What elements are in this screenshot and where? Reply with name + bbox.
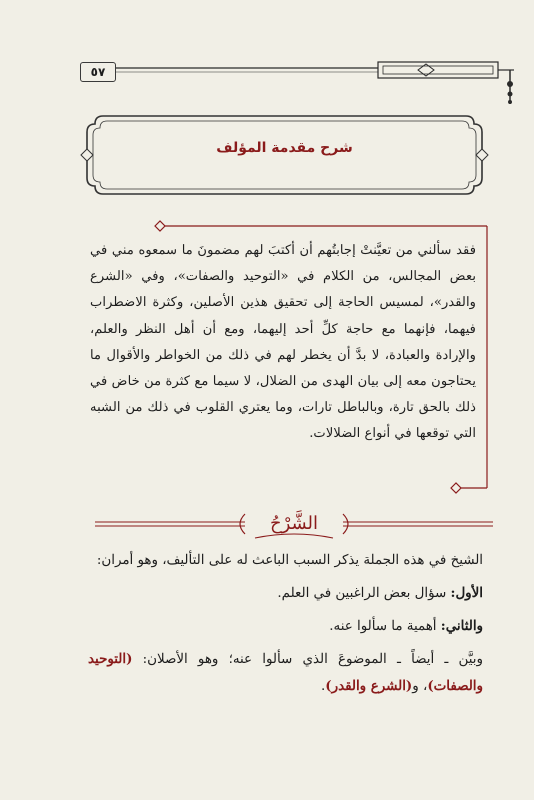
commentary-section <box>88 548 483 700</box>
first-reason <box>88 580 483 607</box>
second-text: أهمية ما سألوا عنه. <box>329 619 441 634</box>
sharh-heading: الشَّرْحُ <box>269 513 319 534</box>
second-reason <box>88 613 483 640</box>
term-joiner: ، و <box>412 679 428 694</box>
term-shar: (الشرع والقدر) <box>325 678 413 694</box>
first-text: سؤال بعض الراغبين في العلم. <box>277 586 451 601</box>
quoted-author-text: فقد سألني من تعيَّنتْ إجابتُهم أن أكتبَ لهم مضمونَ ما سمعوه مني في بعض المجالس، من الكلام في «التوحيد والصفات»، وفي «الشرع والقدر»، لمسيس الحاجة إلى تحقيق هذين الأصلين، وكثرة الاضطراب فيهما، فإنهما مع حاجة كلِّ أحد إليهما، ومع أن أهل النظر والعلم، والإرادة والعبادة، لا بدَّ أن يخطر لهم في ذلك من الخواطر والأقوال ما يحتاجون معه إلى بيان الهدى من الضلال، لا سيما مع كثرة من خاض في ذلك بالحق تارة، وبالباطل تارات، وما يعتري القلوب في ذلك من الشبه التي توقعها في أنواع الضلالات. <box>90 243 476 442</box>
page-number: ٥٧ <box>80 62 116 82</box>
term-tawhid: (التوحيد والصفات) <box>88 651 483 694</box>
topic-paragraph <box>88 646 483 700</box>
topic-suffix: . <box>321 679 326 694</box>
commentary-intro: الشيخ في هذه الجملة يذكر السبب الباعث له على التأليف، وهو أمران: <box>96 553 483 568</box>
topic-prefix: وبيَّن ـ أيضاً ـ الموضوعَ الذي سألوا عنه؛ وهو الأصلان: <box>132 652 483 667</box>
first-label: الأول: <box>450 585 483 601</box>
chapter-title: شرح مقدمة المؤلف <box>216 140 353 156</box>
second-label: والثاني: <box>440 618 483 634</box>
header-ornament <box>78 58 518 108</box>
